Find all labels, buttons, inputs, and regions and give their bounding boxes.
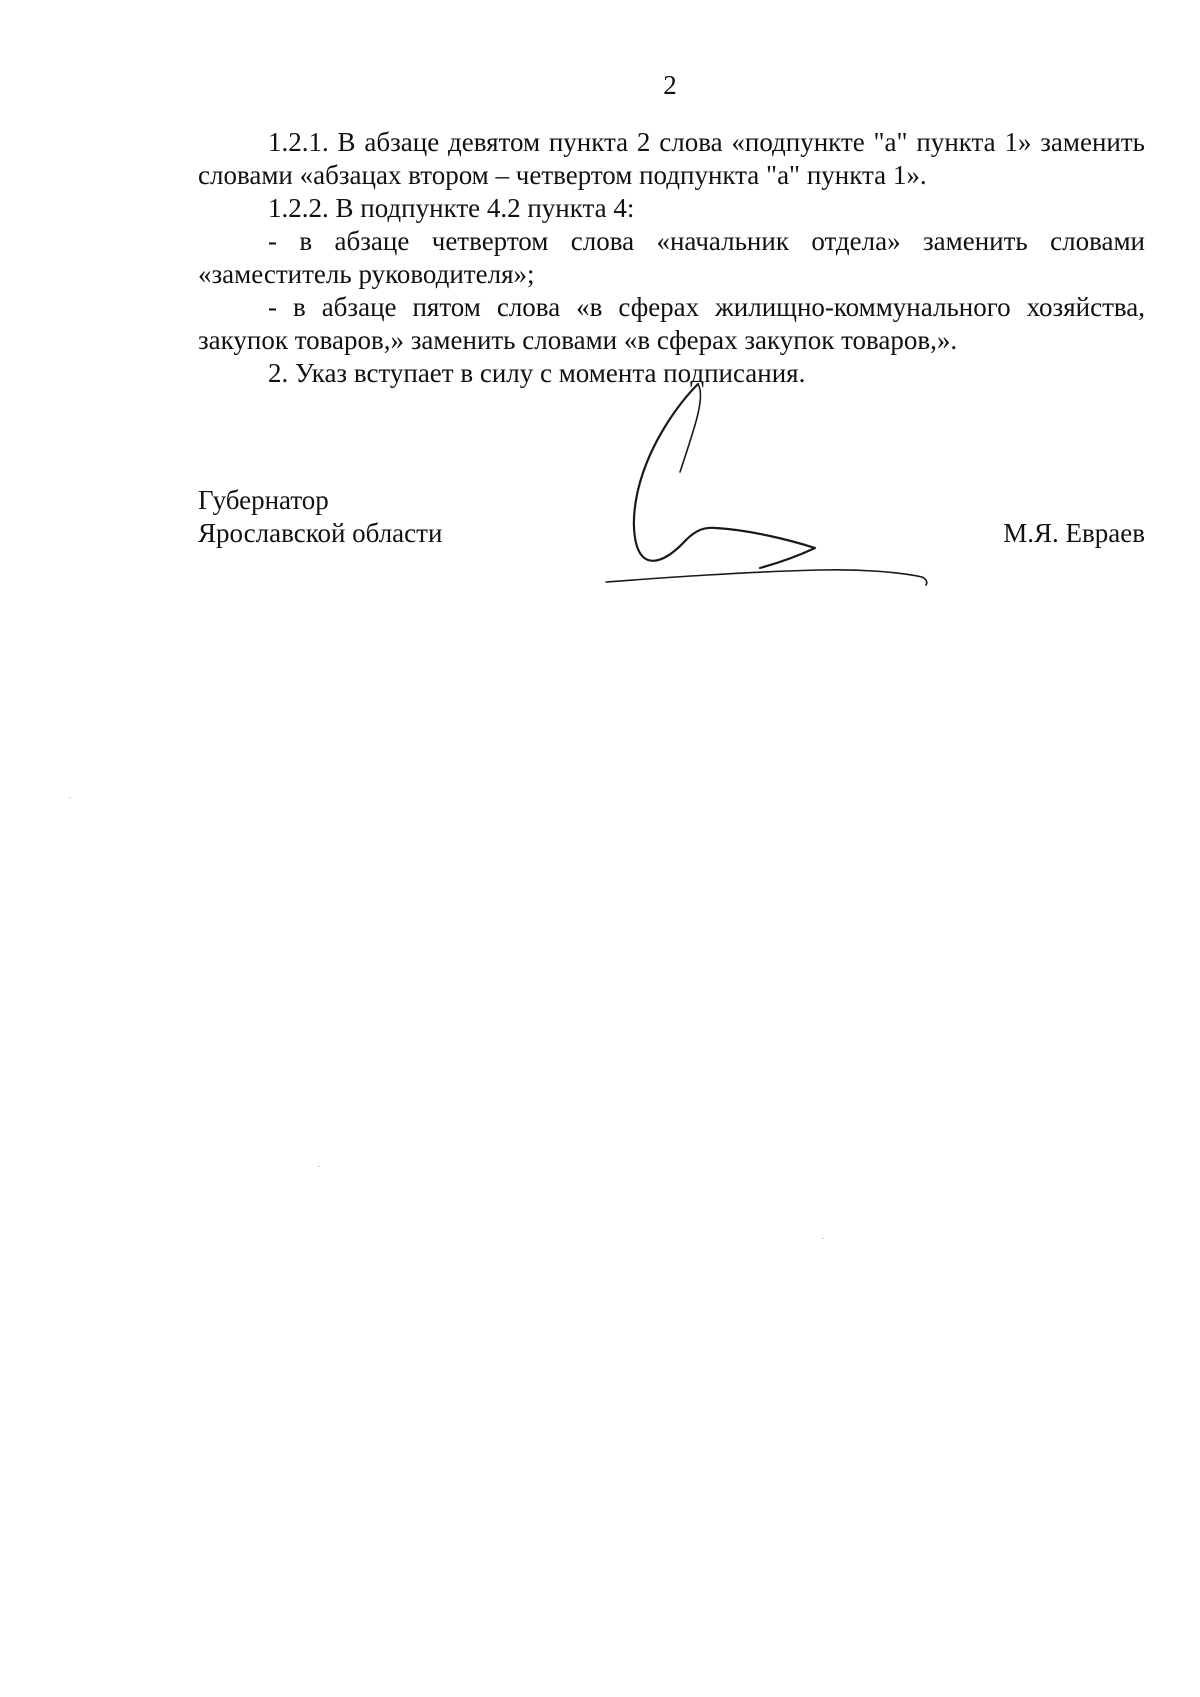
- signer-position: [198, 484, 442, 550]
- paragraph-item-fifth: - в абзаце пятом слова «в сферах жилищно-коммунального хозяйства, закупок товаров,» заменить словами «в сферах закупок товаров,».: [198, 292, 1145, 355]
- handwritten-signature: [600, 380, 960, 600]
- paragraph-2: 2. Указ вступает в силу с момента подписания.: [268, 358, 806, 388]
- position-line-1: Губернатор: [198, 485, 329, 515]
- position-line-2: Ярославской области: [198, 518, 443, 548]
- signer-name: М.Я. Евраев: [1003, 518, 1145, 548]
- scan-speck: [822, 1238, 824, 1239]
- scan-speck: [69, 797, 71, 798]
- paragraph-1-2-2: 1.2.2. В подпункте 4.2 пункта 4:: [268, 193, 635, 223]
- paragraph-item-fourth: - в абзаце четвертом слова «начальник отдела» заменить словами «заместитель руководителя»;: [198, 226, 1145, 289]
- page-number: 2: [663, 70, 677, 100]
- document-body: [198, 126, 1145, 390]
- scan-speck: [318, 1166, 320, 1167]
- paragraph-1-2-1: 1.2.1. В абзаце девятом пункта 2 слова «подпункте "а" пункта 1» заменить словами «абзацах втором – четвертом подпункта "а" пункта 1».: [198, 127, 1145, 190]
